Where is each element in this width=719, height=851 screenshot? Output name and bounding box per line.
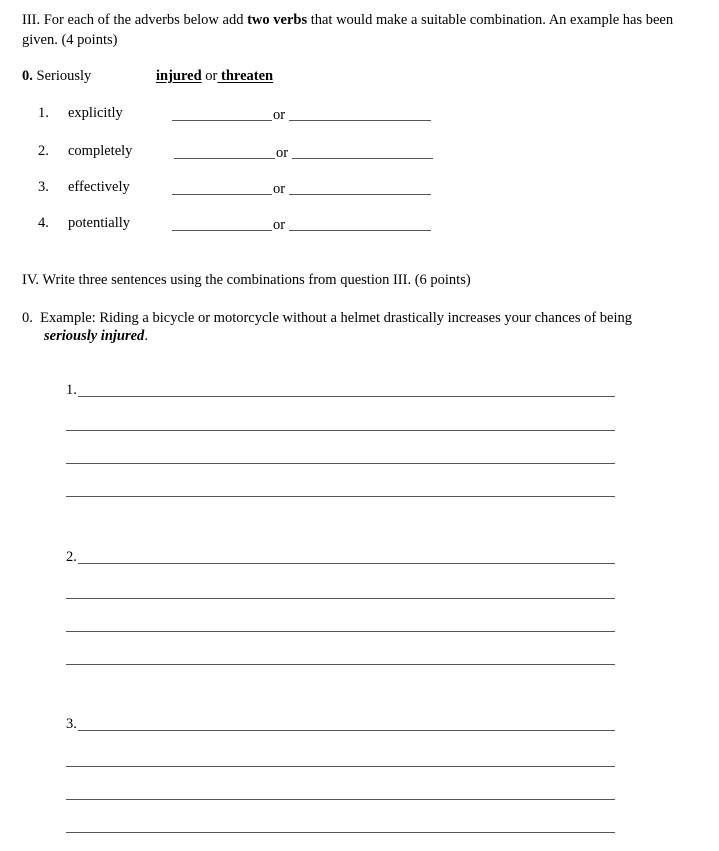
answer-blank-3a[interactable]: [172, 194, 272, 195]
sentence-line[interactable]: [66, 598, 615, 599]
item-number: 1.: [38, 105, 49, 121]
answer-blank-2b[interactable]: [292, 158, 433, 159]
sentence-line[interactable]: [66, 430, 615, 431]
answer-blank-1a[interactable]: [172, 120, 272, 121]
section4-title: IV. Write three sentences using the combinations from question III. (6 points): [22, 272, 471, 288]
item-or: or: [273, 107, 286, 123]
example-row: [22, 68, 91, 85]
example-or: or: [205, 68, 218, 84]
example-period: .: [144, 328, 148, 344]
example-verb2: threaten: [221, 68, 274, 84]
section3-instructions-line2: given. (4 points): [22, 32, 118, 48]
answer-blank-3b[interactable]: [289, 194, 431, 195]
answer-number: 1.: [66, 382, 77, 398]
section4-example-answer-line: [44, 328, 148, 345]
item-or: or: [273, 181, 286, 197]
sentence-line[interactable]: [66, 799, 615, 800]
item-adverb: potentially: [68, 215, 131, 231]
sentence-line[interactable]: [66, 832, 615, 833]
item-adverb: completely: [68, 143, 133, 159]
instructions-text-start: III. For each of the adverbs below add: [22, 12, 248, 28]
item-number: 3.: [38, 179, 49, 195]
instructions-text-end: that would make a suitable combination. An example has been: [307, 12, 674, 28]
sentence-line[interactable]: [78, 563, 615, 564]
answer-number: 3.: [66, 716, 77, 732]
example-verb1: injured: [156, 68, 202, 84]
sentence-line[interactable]: [78, 730, 615, 731]
section3-instructions: [22, 12, 673, 29]
answer-blank-4a[interactable]: [172, 230, 272, 231]
instructions-bold: two verbs: [247, 12, 308, 28]
example-adverb: Seriously: [36, 68, 92, 84]
answer-blank-2a[interactable]: [174, 158, 275, 159]
example-number: 0.: [22, 68, 33, 84]
item-or: or: [276, 145, 289, 161]
sentence-line[interactable]: [66, 631, 615, 632]
section4-example: 0. Example: Riding a bicycle or motorcycle without a helmet drastically increases your chances of being: [22, 310, 633, 326]
sentence-line[interactable]: [66, 496, 615, 497]
sentence-line[interactable]: [66, 664, 615, 665]
item-number: 4.: [38, 215, 49, 231]
sentence-line[interactable]: [78, 396, 615, 397]
example-answer-text: seriously injured: [44, 328, 145, 344]
answer-number: 2.: [66, 549, 77, 565]
item-adverb: effectively: [68, 179, 130, 195]
answer-blank-1b[interactable]: [289, 120, 431, 121]
sentence-line[interactable]: [66, 766, 615, 767]
example-answer: [156, 68, 273, 85]
answer-blank-4b[interactable]: [289, 230, 431, 231]
sentence-line[interactable]: [66, 463, 615, 464]
item-or: or: [273, 217, 286, 233]
item-adverb: explicitly: [68, 105, 123, 121]
item-number: 2.: [38, 143, 49, 159]
